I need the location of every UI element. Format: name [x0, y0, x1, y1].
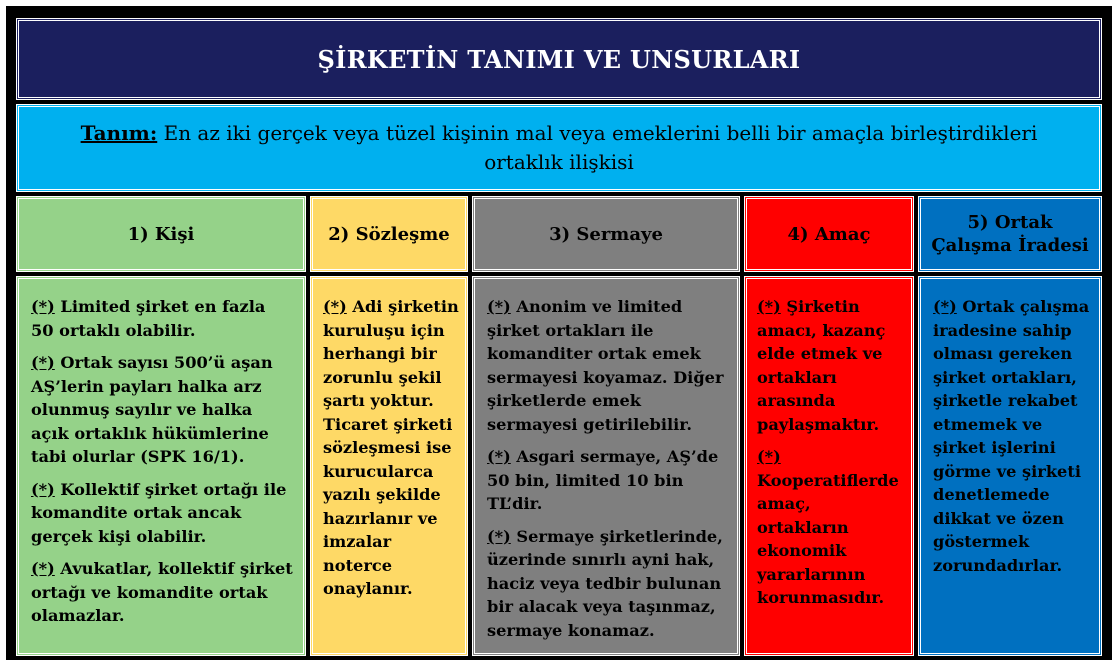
- header-ortak-calisma-iradesi: [918, 196, 1102, 272]
- item-text: Anonim ve limited şirket ortakları ile komanditer ortak emek sermayesi koyamaz. Diğer şirketlerde emek sermayesi getirilebilir.: [487, 297, 724, 434]
- diagram-title: [16, 18, 1102, 100]
- asterisk-marker: (*): [757, 297, 781, 316]
- body-sermaye: [472, 276, 740, 656]
- item-text: Asgari sermaye, AŞ’de 50 bin, limited 10 bin TL’dir.: [487, 447, 719, 513]
- header-sermaye-label: 3) Sermaye: [549, 223, 663, 245]
- header-amac: [744, 196, 914, 272]
- asterisk-marker: (*): [31, 353, 55, 372]
- item-text: Kooperatiflerde amaç, ortakların ekonomik yararlarının korunmasıdır.: [757, 470, 899, 607]
- list-item: [323, 295, 459, 601]
- list-item: [757, 445, 905, 610]
- item-text: Ortak çalışma iradesine sahip olması gereken şirket ortakları, şirketle rekabet etmemek ve şirket işlerini görme ve şirketi denetlemede dikkat ve özen göstermek zorundadırlar.: [933, 297, 1090, 575]
- body-amac: [744, 276, 914, 656]
- header-sozlesme-label: 2) Sözleşme: [328, 223, 450, 245]
- header-ortak-line2: Çalışma İradesi: [931, 235, 1089, 256]
- list-item: [487, 295, 727, 436]
- item-text: Avukatlar, kollektif şirket ortağı ve komandite ortak olamazlar.: [31, 559, 293, 625]
- item-text: Sermaye şirketlerinde, üzerinde sınırlı ayni hak, haciz veya tedbir bulunan bir alacak veya taşınmaz, sermaye konamaz.: [487, 526, 723, 640]
- title-text: ŞİRKETİN TANIMI VE UNSURLARI: [317, 44, 801, 74]
- item-text: Kollektif şirket ortağı ile komandite ortak ancak gerçek kişi olabilir.: [31, 479, 287, 546]
- body-kisi: [16, 276, 306, 656]
- item-text: Şirketin amacı, kazanç elde etmek ve ortakları arasında paylaşmaktır.: [757, 297, 886, 434]
- header-amac-label: 4) Amaç: [787, 223, 871, 245]
- asterisk-marker: (*): [757, 447, 781, 466]
- list-item: [31, 351, 293, 469]
- diagram-frame: [6, 6, 1112, 660]
- asterisk-marker: (*): [487, 447, 511, 466]
- definition-text: [59, 119, 1059, 177]
- asterisk-marker: (*): [31, 559, 55, 578]
- asterisk-marker: (*): [323, 297, 347, 316]
- item-text: Ortak sayısı 500’ü aşan AŞ’lerin payları halka arz olunmuş sayılır ve halka açık ortaklık hükümlerine tabi olurlar (SPK 16/1).: [31, 353, 273, 466]
- definition-label: Tanım:: [80, 121, 158, 145]
- asterisk-marker: (*): [487, 297, 511, 316]
- list-item: [31, 478, 293, 549]
- list-item: [31, 295, 293, 342]
- body-sozlesme: [310, 276, 468, 656]
- list-item: [31, 557, 293, 628]
- asterisk-marker: (*): [31, 297, 55, 316]
- header-kisi: [16, 196, 306, 272]
- asterisk-marker: (*): [487, 526, 511, 546]
- item-text: Limited şirket en fazla 50 ortaklı olabilir.: [31, 297, 266, 340]
- definition-body: En az iki gerçek veya tüzel kişinin mal veya emeklerini belli bir amaçla birleştirdikleri ortaklık ilişkisi: [157, 121, 1038, 174]
- list-item: [757, 295, 905, 436]
- header-kisi-label: 1) Kişi: [127, 223, 195, 245]
- list-item: [487, 445, 727, 516]
- header-sozlesme: [310, 196, 468, 272]
- asterisk-marker: (*): [31, 479, 55, 499]
- header-ortak-line1: 5) Ortak: [967, 212, 1053, 233]
- list-item: [487, 525, 727, 643]
- body-ortak-calisma-iradesi: [918, 276, 1102, 656]
- definition-box: [16, 104, 1102, 192]
- list-item: [933, 295, 1091, 577]
- asterisk-marker: (*): [933, 297, 957, 316]
- header-sermaye: [472, 196, 740, 272]
- item-text: Adi şirketin kuruluşu için herhangi bir zorunlu şekil şartı yoktur. Ticaret şirketi sözleşmesi ise kurucularca yazılı şekilde hazırlanır ve imzalar noterce onaylanır.: [323, 297, 459, 598]
